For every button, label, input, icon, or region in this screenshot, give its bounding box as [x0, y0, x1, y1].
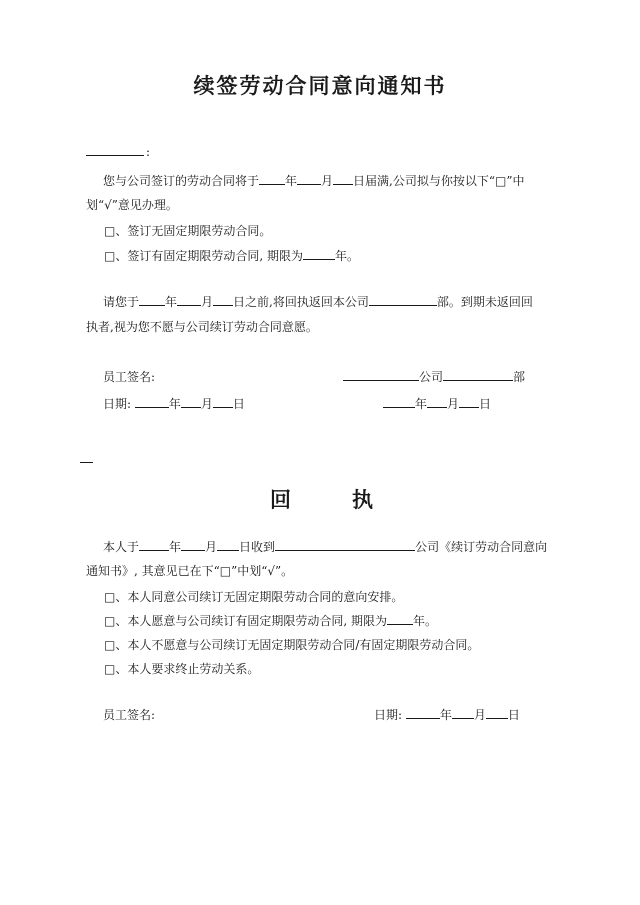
- notice-option-indefinite[interactable]: □、签订无固定期限劳动合同。: [104, 224, 272, 238]
- day-text: 日: [507, 708, 520, 722]
- receipt-para1-text-a: 本人于: [103, 540, 140, 554]
- month-text: 月: [201, 295, 214, 309]
- receipt-option-terminate[interactable]: □、本人要求终止劳动关系。: [104, 662, 260, 676]
- department-name-blank[interactable]: [443, 368, 513, 381]
- option2-text-a: □、签订有固定期限劳动合同, 期限为: [104, 249, 303, 263]
- receipt-option2-text-a: □、本人愿意与公司续订有固定期限劳动合同, 期限为: [104, 614, 387, 628]
- year-text: 年: [165, 295, 178, 309]
- addressee-blank[interactable]: [86, 155, 144, 156]
- received-year-blank[interactable]: [139, 538, 169, 551]
- date-label: 日期:: [103, 397, 132, 411]
- expiry-month-blank[interactable]: [297, 172, 321, 185]
- notice-employee-date: [103, 395, 245, 412]
- company-text: 公司: [419, 370, 444, 384]
- received-day-blank[interactable]: [217, 538, 239, 551]
- para2-text-c: 部。到期未返回回: [436, 295, 533, 309]
- para2-text-b: 日之前,将回执返回本公司: [233, 295, 369, 309]
- return-month-blank[interactable]: [177, 293, 201, 306]
- receipt-title-char-1: 回: [270, 487, 291, 512]
- notice-company-date: [383, 395, 491, 412]
- company-date-month-blank[interactable]: [427, 395, 447, 408]
- notice-company-dept-line: [343, 368, 525, 385]
- receipt-paragraph-1: [103, 538, 547, 555]
- day-text: 日: [479, 397, 492, 411]
- company-name-blank[interactable]: [343, 368, 419, 381]
- receipt-employee-sign-label: 员工签名:: [103, 708, 156, 722]
- term-years-blank[interactable]: [303, 247, 335, 260]
- para2-text-a: 请您于: [103, 295, 140, 309]
- year-text: 年: [169, 540, 182, 554]
- para1-text-c: 划“√”意见办理。: [86, 198, 178, 212]
- employee-date-day-blank[interactable]: [213, 395, 233, 408]
- receipt-option-agree-indefinite[interactable]: □、本人同意公司续订无固定期限劳动合同的意向安排。: [104, 590, 404, 604]
- expiry-year-blank[interactable]: [259, 172, 285, 185]
- receipt-date-month-blank[interactable]: [452, 706, 474, 719]
- year-text: 年: [285, 174, 298, 188]
- return-day-blank[interactable]: [213, 293, 233, 306]
- receipt-date-year-blank[interactable]: [406, 706, 440, 719]
- cut-line: [80, 462, 93, 463]
- receipt-date: [374, 706, 520, 723]
- option2-text-b: 年。: [334, 249, 359, 263]
- notice-paragraph-1: [103, 172, 524, 189]
- receipt-para1-text-b: 日收到: [239, 540, 276, 554]
- year-text: 年: [168, 397, 181, 411]
- return-year-blank[interactable]: [139, 293, 165, 306]
- company-date-day-blank[interactable]: [459, 395, 479, 408]
- receipt-option-decline[interactable]: □、本人不愿意与公司续订无固定期限劳动合同/有固定期限劳动合同。: [104, 638, 480, 652]
- year-text: 年: [439, 708, 452, 722]
- notice-title: 续签劳动合同意向通知书: [193, 73, 447, 98]
- para2-text-d: 执者,视为您不愿与公司续订劳动合同意愿。: [86, 320, 318, 334]
- receipt-title-char-2: 执: [352, 487, 373, 512]
- para1-text-a: 您与公司签订的劳动合同将于: [103, 174, 260, 188]
- department-text: 部: [513, 370, 526, 384]
- month-text: 月: [200, 397, 213, 411]
- return-department-blank[interactable]: [369, 293, 437, 306]
- month-text: 月: [321, 174, 334, 188]
- received-month-blank[interactable]: [181, 538, 205, 551]
- addressee-colon: :: [146, 145, 151, 159]
- employee-date-month-blank[interactable]: [181, 395, 201, 408]
- receipt-date-label: 日期:: [374, 708, 403, 722]
- notice-employee-sign-label: 员工签名:: [103, 370, 156, 384]
- month-text: 月: [447, 397, 460, 411]
- notice-option-fixed-term[interactable]: [104, 247, 359, 264]
- receipt-option2-text-b: 年。: [412, 614, 437, 628]
- year-text: 年: [415, 397, 428, 411]
- received-company-blank[interactable]: [275, 538, 415, 551]
- receipt-option-fixed-term[interactable]: [104, 612, 437, 629]
- para1-text-b: 日届满,公司拟与你按以下“□”中: [353, 174, 525, 188]
- month-text: 月: [473, 708, 486, 722]
- day-text: 日: [232, 397, 245, 411]
- notice-paragraph-2: [103, 293, 533, 310]
- expiry-day-blank[interactable]: [333, 172, 353, 185]
- company-date-year-blank[interactable]: [383, 395, 415, 408]
- employee-date-year-blank[interactable]: [135, 395, 169, 408]
- receipt-term-years-blank[interactable]: [387, 612, 413, 625]
- month-text: 月: [205, 540, 218, 554]
- receipt-date-day-blank[interactable]: [486, 706, 508, 719]
- receipt-para1-text-c: 公司《续订劳动合同意向: [415, 540, 548, 554]
- receipt-para1-text-d: 通知书》, 其意见已在下“□”中划“√”。: [86, 564, 294, 578]
